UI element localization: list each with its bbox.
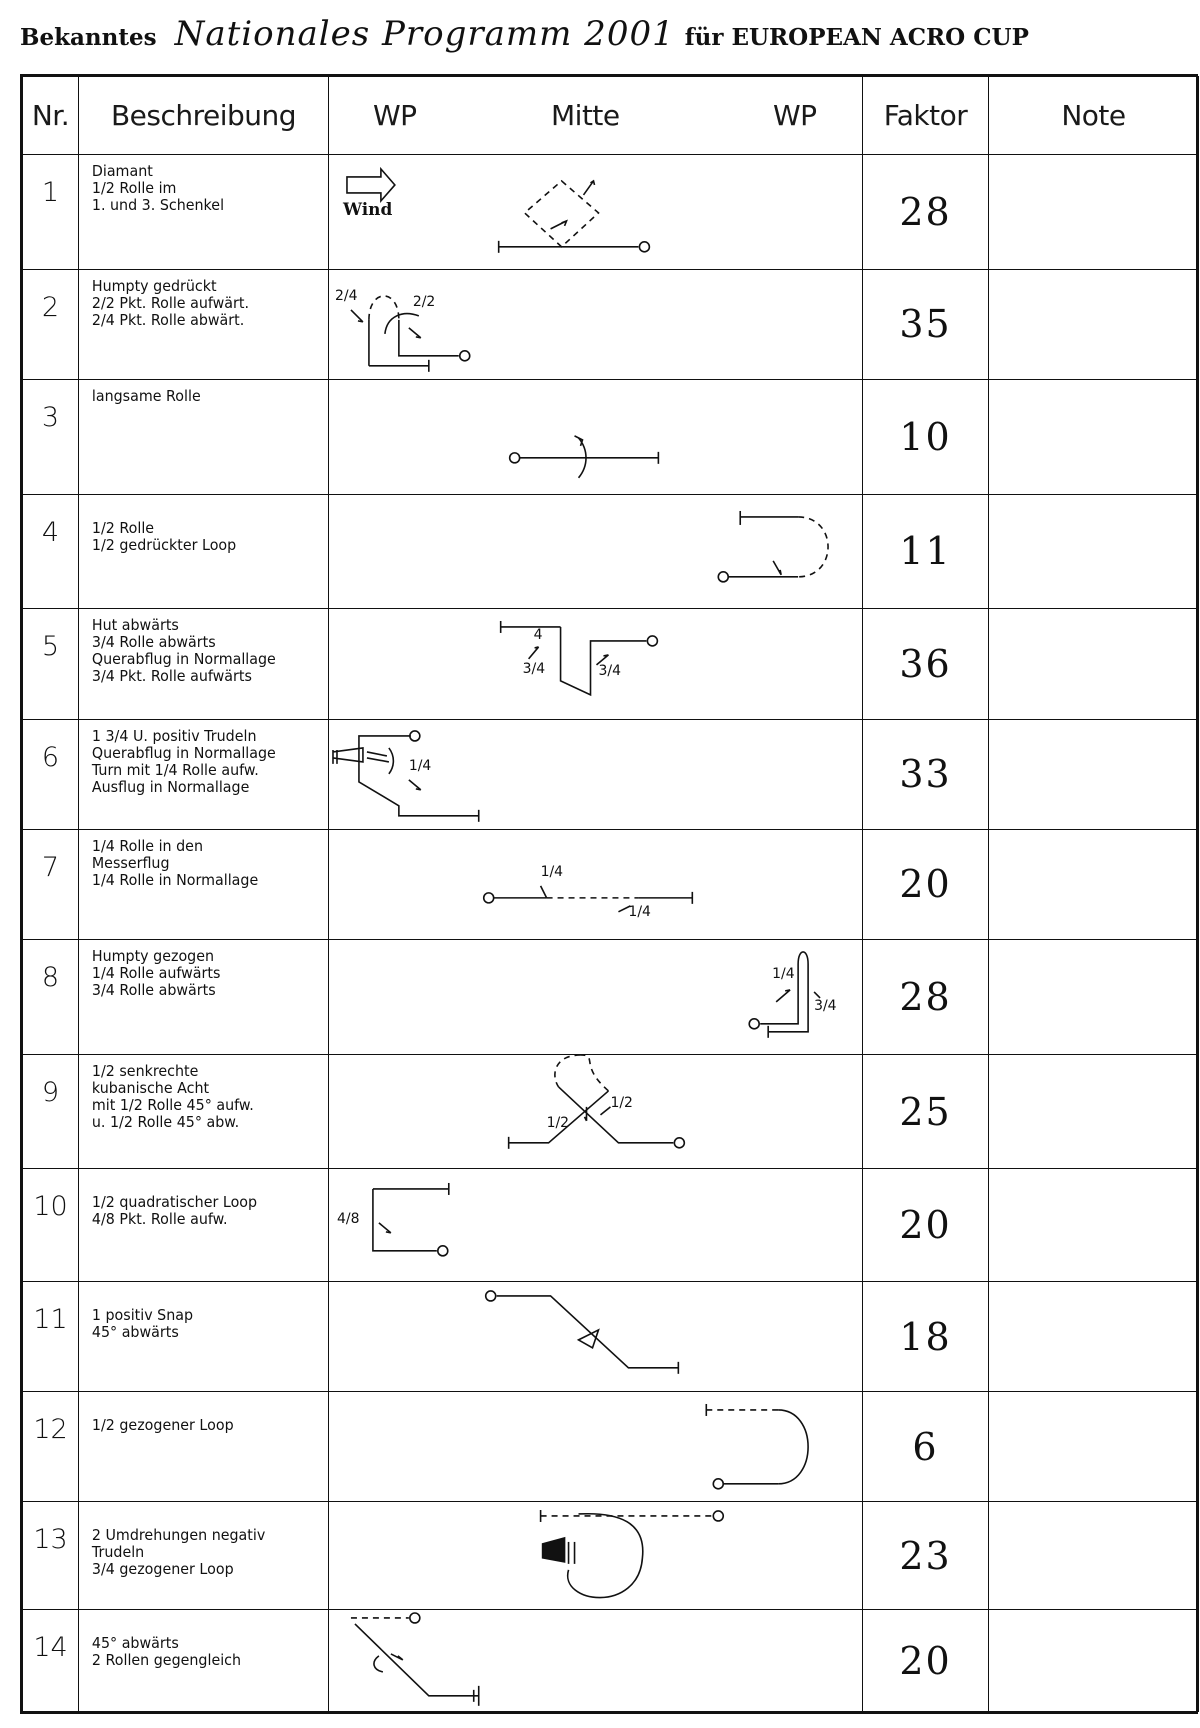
row-note: [989, 829, 1199, 939]
row-number: 9: [23, 1054, 79, 1169]
fig-label: 1/2: [610, 1094, 633, 1111]
page-title: [20, 14, 1180, 60]
row-description-cell: [79, 1502, 329, 1610]
row-number: 14: [23, 1610, 79, 1712]
row-description-cell: [79, 1169, 329, 1281]
description-line: Messerflug: [91, 853, 170, 872]
figure-diagram: [329, 1392, 863, 1502]
row-number: 6: [23, 719, 79, 829]
header-figure: [329, 77, 863, 155]
description-line: 1 3/4 U. positiv Trudeln: [91, 726, 257, 745]
row-note: [989, 1281, 1199, 1391]
row-note: [989, 269, 1199, 379]
row-number: 7: [23, 829, 79, 939]
table-row: [23, 155, 1199, 270]
row-note: [989, 1392, 1199, 1502]
description-line: 3/4 Rolle abwärts: [91, 633, 216, 652]
row-faktor: 28: [863, 155, 989, 270]
fig-label: 3/4: [522, 661, 546, 678]
title-part-4: EUROPEAN ACRO CUP: [731, 24, 1029, 51]
description-line: [92, 503, 303, 520]
figure-diagram: [329, 1169, 863, 1281]
description-line: Querabflug in Normallage: [91, 743, 276, 762]
table-row: [23, 494, 1199, 609]
figure-diagram: [329, 269, 863, 379]
description-line: 4/8 Pkt. Rolle aufw.: [91, 1210, 228, 1229]
description-line: 1/2 Rolle im: [91, 179, 177, 197]
row-faktor: 28: [863, 940, 989, 1055]
figure-diagram: [329, 829, 863, 939]
row-number: 3: [23, 379, 79, 494]
aresti-figure-icon: [329, 1055, 862, 1169]
row-description: [79, 380, 308, 405]
row-description-cell: [79, 494, 329, 609]
header-faktor: Faktor: [863, 77, 989, 155]
header-note: Note: [989, 77, 1199, 155]
description-line: u. 1/2 Rolle 45° abw.: [91, 1112, 240, 1131]
aresti-figure-icon: [329, 270, 862, 379]
description-line: Querabflug in Normallage: [91, 650, 276, 669]
description-line: kubanische Acht: [91, 1078, 210, 1097]
fig-label: 1/4: [628, 903, 651, 920]
description-line: [92, 1618, 303, 1635]
description-line: 1/4 Rolle in Normallage: [91, 870, 259, 889]
figure-diagram: [329, 1610, 863, 1712]
fig-label: 2/4: [334, 287, 358, 304]
table-row: [23, 1502, 1199, 1610]
row-description: [79, 1392, 308, 1434]
row-faktor: 33: [863, 719, 989, 829]
description-line: Diamant: [91, 162, 153, 180]
row-note: [989, 379, 1199, 494]
aresti-figure-icon: [329, 1392, 862, 1501]
table-row: [23, 269, 1199, 379]
title-part-2: Nationales Programm 2001: [174, 14, 675, 54]
row-faktor: 35: [863, 269, 989, 379]
row-note: [989, 1054, 1199, 1169]
figure-diagram: [329, 494, 863, 609]
figure-diagram: [329, 609, 863, 719]
description-line: 45° abwärts: [91, 1322, 179, 1341]
title-part-3: für: [684, 24, 724, 51]
row-number: 11: [23, 1281, 79, 1391]
row-description: [79, 1282, 308, 1341]
header-mitte: Mitte: [551, 99, 620, 132]
table-row: [23, 1610, 1199, 1712]
aresti-figure-icon: [329, 1169, 862, 1280]
row-note: [989, 719, 1199, 829]
table-row: [23, 1054, 1199, 1169]
description-line: Humpty gezogen: [91, 947, 215, 966]
fig-label: 1/4: [540, 863, 564, 880]
header-wp-left: WP: [373, 99, 417, 132]
row-description-cell: [79, 1281, 329, 1391]
row-number: 12: [23, 1392, 79, 1502]
description-line: 3/4 Pkt. Rolle aufwärts: [91, 667, 252, 686]
row-faktor: 20: [863, 1169, 989, 1281]
description-line: [92, 1177, 303, 1194]
header-beschreibung: Beschreibung: [79, 77, 329, 155]
row-faktor: 23: [863, 1502, 989, 1610]
table-row: [23, 609, 1199, 719]
row-description-cell: [79, 1392, 329, 1502]
figure-diagram: [329, 940, 863, 1055]
row-number: 8: [23, 940, 79, 1055]
table-row: [23, 719, 1199, 829]
description-line: 2 Umdrehungen negativ: [91, 1526, 266, 1545]
row-note: [989, 155, 1199, 270]
row-description: [79, 1502, 308, 1578]
row-note: [989, 1169, 1199, 1281]
aresti-figure-icon: [329, 1502, 862, 1609]
row-description-cell: [79, 379, 329, 494]
aresti-figure-icon: [329, 720, 862, 829]
description-line: 1/2 Rolle: [91, 518, 155, 537]
row-description: [79, 1055, 308, 1131]
figure-diagram: [329, 1054, 863, 1169]
row-description: [79, 1169, 308, 1228]
description-line: 1/2 quadratischer Loop: [91, 1193, 258, 1212]
table-row: [23, 1281, 1199, 1391]
fig-label: 4/8: [336, 1211, 360, 1228]
description-line: [92, 1290, 303, 1307]
row-number: 4: [23, 494, 79, 609]
row-description-cell: [79, 609, 329, 719]
row-faktor: 18: [863, 1281, 989, 1391]
row-description-cell: [79, 940, 329, 1055]
row-number: 5: [23, 609, 79, 719]
figure-diagram: [329, 155, 863, 270]
description-line: 2/4 Pkt. Rolle abwärt.: [91, 310, 245, 329]
table-row: [23, 829, 1199, 939]
description-line: Hut abwärts: [91, 616, 179, 635]
figure-diagram: [329, 1502, 863, 1610]
description-line: [92, 1400, 303, 1417]
description-line: Humpty gedrückt: [91, 276, 217, 295]
wind-arrow-icon: [347, 169, 395, 201]
description-line: 3/4 Rolle abwärts: [91, 981, 216, 1000]
figure-diagram: [329, 379, 863, 494]
fig-label: 1/4: [408, 757, 432, 774]
row-faktor: 20: [863, 1610, 989, 1712]
description-line: 1/2 gezogener Loop: [91, 1416, 234, 1435]
description-line: 2 Rollen gegengleich: [91, 1651, 242, 1670]
row-faktor: 20: [863, 829, 989, 939]
program-table: [20, 74, 1198, 1714]
aresti-figure-icon: [329, 155, 862, 269]
row-number: 2: [23, 269, 79, 379]
table-row: [23, 379, 1199, 494]
row-description-cell: [79, 269, 329, 379]
wind-label: Wind: [342, 198, 393, 219]
description-line: mit 1/2 Rolle 45° aufw.: [91, 1095, 254, 1114]
row-number: 13: [23, 1502, 79, 1610]
header-wp-right: WP: [773, 99, 817, 132]
row-description-cell: [79, 1054, 329, 1169]
figure-diagram: [329, 1281, 863, 1391]
description-line: 1. und 3. Schenkel: [91, 196, 225, 214]
row-note: [989, 609, 1199, 719]
row-note: [989, 1502, 1199, 1610]
aresti-figure-icon: [329, 495, 862, 609]
fig-label: 1/4: [772, 966, 795, 983]
description-line: Ausflug in Normallage: [91, 777, 250, 796]
header-row: [23, 77, 1199, 155]
description-line: 2/2 Pkt. Rolle aufwärt.: [91, 293, 250, 312]
aresti-figure-icon: [329, 1610, 862, 1711]
row-description: [79, 720, 308, 796]
row-note: [989, 1610, 1199, 1712]
row-description: [79, 940, 308, 999]
row-faktor: 11: [863, 494, 989, 609]
aresti-figure-icon: [329, 940, 862, 1054]
fig-label: 4: [533, 627, 543, 644]
aresti-figure-icon: [329, 830, 862, 939]
table-row: [23, 940, 1199, 1055]
table-row: [23, 1392, 1199, 1502]
description-line: Turn mit 1/4 Rolle aufw.: [91, 760, 259, 779]
description-line: 1/2 gedrückter Loop: [91, 535, 237, 554]
fig-label: 3/4: [814, 997, 837, 1014]
description-line: 1/4 Rolle in den: [91, 836, 203, 855]
row-number: 1: [23, 155, 79, 270]
row-description: [79, 270, 308, 329]
description-line: langsame Rolle: [91, 386, 201, 405]
row-note: [989, 940, 1199, 1055]
description-line: 3/4 gezogener Loop: [91, 1560, 234, 1579]
fig-label: 1/2: [546, 1114, 570, 1131]
row-description-cell: [79, 155, 329, 270]
figure-diagram: [329, 719, 863, 829]
title-part-1: Bekanntes: [20, 24, 157, 51]
row-description-cell: [79, 719, 329, 829]
description-line: Trudeln: [91, 1543, 145, 1562]
row-description: [79, 830, 308, 889]
table-row: [23, 1169, 1199, 1281]
description-line: 45° abwärts: [91, 1634, 179, 1653]
description-line: 1/2 senkrechte: [91, 1061, 199, 1080]
row-description: [79, 155, 308, 214]
row-description-cell: [79, 829, 329, 939]
aresti-figure-icon: [329, 1282, 862, 1391]
row-description-cell: [79, 1610, 329, 1712]
aresti-figure-icon: [329, 380, 862, 494]
fig-label: 2/2: [412, 293, 436, 310]
row-faktor: 25: [863, 1054, 989, 1169]
row-description: [79, 609, 308, 685]
row-faktor: 36: [863, 609, 989, 719]
description-line: 1 positiv Snap: [91, 1305, 194, 1324]
header-nr: Nr.: [23, 77, 79, 155]
row-note: [989, 494, 1199, 609]
row-description: [79, 495, 308, 554]
row-faktor: 6: [863, 1392, 989, 1502]
aresti-figure-icon: [329, 609, 862, 718]
fig-label: 3/4: [598, 663, 621, 680]
row-faktor: 10: [863, 379, 989, 494]
row-number: 10: [23, 1169, 79, 1281]
description-line: [92, 1510, 303, 1527]
row-description: [79, 1610, 308, 1669]
description-line: 1/4 Rolle aufwärts: [91, 964, 221, 983]
